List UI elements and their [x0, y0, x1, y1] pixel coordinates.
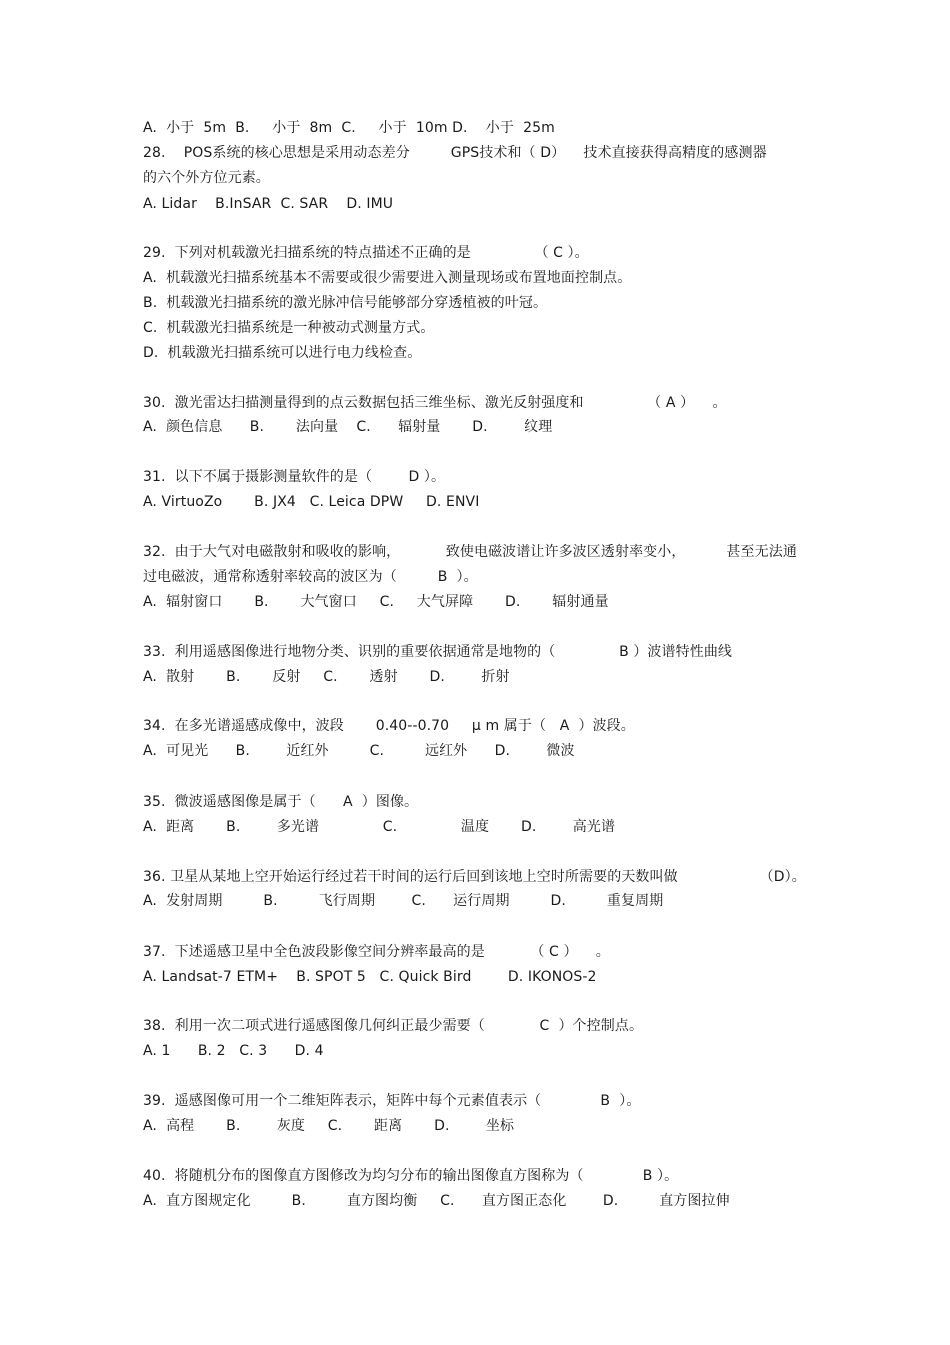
- q29-option-d: D. 机载激光扫描系统可以进行电力线检查。: [143, 345, 422, 361]
- q40-options: A. 直方图规定化 B. 直方图均衡 C. 直方图正态化 D. 直方图拉伸: [143, 1193, 730, 1209]
- q32-options: A. 辐射窗口 B. 大气窗口 C. 大气屏障 D. 辐射通量: [143, 594, 609, 610]
- q29-question: 29. 下列对机载激光扫描系统的特点描述不正确的是 （ C ）。: [143, 245, 589, 261]
- q29-option-b: B. 机载激光扫描系统的激光脉冲信号能够部分穿透植被的叶冠。: [143, 295, 548, 311]
- q37-options: A. Landsat-7 ETM+ B. SPOT 5 C. Quick Bird D. IKONOS-2: [143, 969, 597, 985]
- q35-question: 35. 微波遥感图像是属于（ A ）图像。: [143, 794, 419, 810]
- q27-options: A. 小于 5m B. 小于 8m C. 小于 10m D. 小于 25m: [143, 120, 555, 136]
- q34-options: A. 可见光 B. 近红外 C. 远红外 D. 微波: [143, 743, 575, 759]
- q29-option-c: C. 机载激光扫描系统是一种被动式测量方式。: [143, 320, 435, 336]
- q35-options: A. 距离 B. 多光谱 C. 温度 D. 高光谱: [143, 819, 616, 835]
- q31-question: 31. 以下不属于摄影测量软件的是（ D ）。: [143, 469, 446, 485]
- q40-question: 40. 将随机分布的图像直方图修改为均匀分布的输出图像直方图称为（ B ）。: [143, 1168, 679, 1184]
- q32-question: 32. 由于大气对电磁散射和吸收的影响， 致使电磁波谱让许多波区透射率变小， 甚至无法通: [143, 544, 797, 560]
- q30-question: 30. 激光雷达扫描测量得到的点云数据包括三维坐标、激光反射强度和 （ A ） 。: [143, 395, 727, 411]
- q36-question: 36. 卫星从某地上空开始运行经过若干时间的运行后回到该地上空时所需要的天数叫做 （D）。: [143, 869, 806, 885]
- q33-question: 33. 利用遥感图像进行地物分类、识别的重要依据通常是地物的（ B ）波谱特性曲线: [143, 644, 733, 660]
- q31-options: A. VirtuoZo B. JX4 C. Leica DPW D. ENVI: [143, 494, 480, 510]
- q38-question: 38. 利用一次二项式进行遥感图像几何纠正最少需要（ C ）个控制点。: [143, 1018, 644, 1034]
- q32-question-cont: 过电磁波，通常称透射率较高的波区为（ B ）。: [143, 569, 478, 585]
- q29-option-a: A. 机载激光扫描系统基本不需要或很少需要进入测量现场或布置地面控制点。: [143, 270, 632, 286]
- q34-question: 34. 在多光谱遥感成像中，波段 0.40--0.70 μ m 属于（ A ）波段。: [143, 718, 635, 734]
- q28-question: 28. POS系统的核心思想是采用动态差分 GPS技术和（ D） 技术直接获得高精度的感测器: [143, 145, 767, 161]
- q37-question: 37. 下述遥感卫星中全色波段影像空间分辨率最高的是 （ C ） 。: [143, 944, 610, 960]
- q39-question: 39. 遥感图像可用一个二维矩阵表示，矩阵中每个元素值表示（ B ）。: [143, 1093, 641, 1109]
- q30-options: A. 颜色信息 B. 法向量 C. 辐射量 D. 纹理: [143, 419, 553, 435]
- q28-options: A. Lidar B.InSAR C. SAR D. IMU: [143, 196, 394, 212]
- q36-options: A. 发射周期 B. 飞行周期 C. 运行周期 D. 重复周期: [143, 893, 664, 909]
- q39-options: A. 高程 B. 灰度 C. 距离 D. 坐标: [143, 1118, 515, 1134]
- q38-options: A. 1 B. 2 C. 3 D. 4: [143, 1043, 324, 1059]
- q33-options: A. 散射 B. 反射 C. 透射 D. 折射: [143, 669, 510, 685]
- q28-question-cont: 的六个外方位元素。: [143, 170, 270, 186]
